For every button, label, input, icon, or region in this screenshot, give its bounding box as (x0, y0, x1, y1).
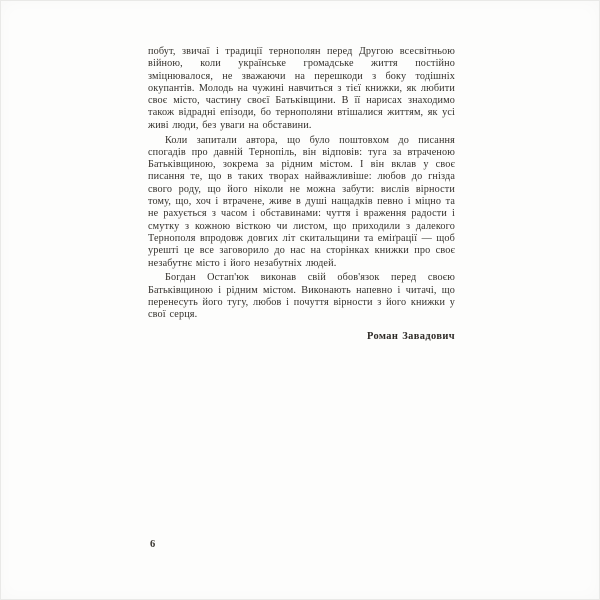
paragraph: Богдан Остап'юк виконав свій обов'язок перед своєю Батьківщиною і рідним містом. Виконають напевно і читачі, що перенесуть його тугу, любов і почуття вірности з його книжки у свої серця. (148, 272, 455, 321)
author-signature: Роман Завадович (366, 330, 455, 342)
paragraph: Коли запитали автора, що було поштовхом до писання спогадів про давній Тернопіль, він відповів: туга за втраченою Батьківщиною, зокрема за рідним містом. І він вклав у своє писання те, що в таких творах найважливіше: любов до гнізда свого роду, що його ніколи не можна забути: вислів вірности тому, що, хоч і втрачене, живе в душі нащадків певно і міцно та не рахується з часом і обставинами: чуття і враження радости і смутку з кожною вісткою чи листом, що приходили з далекого Тернополя впродовж довгих літ скитальщини та еміґрації — щоб урешті це все заговорило до нас на сторінках книжки про своє незабутнє місто і його незабутніх людей. (148, 134, 455, 269)
text-block (148, 46, 455, 343)
page-number: 6 (150, 539, 156, 550)
paragraph-continuation: побут, звичаї і традиції тернополян перед Другою всесвітньою війною, коли українське громадське життя постійно зміцнювалося, не зважаючи на перешкоди з боку тодішніх окупантів. Молодь на чужині навчиться з тієї книжки, як любити своє місто, частину своєї Батьківщини. В її нарисах знаходимо також відрадні епізоди, бо тернополяни втішалися життям, як усі живі люди, без уваги на обставини. (148, 46, 455, 131)
